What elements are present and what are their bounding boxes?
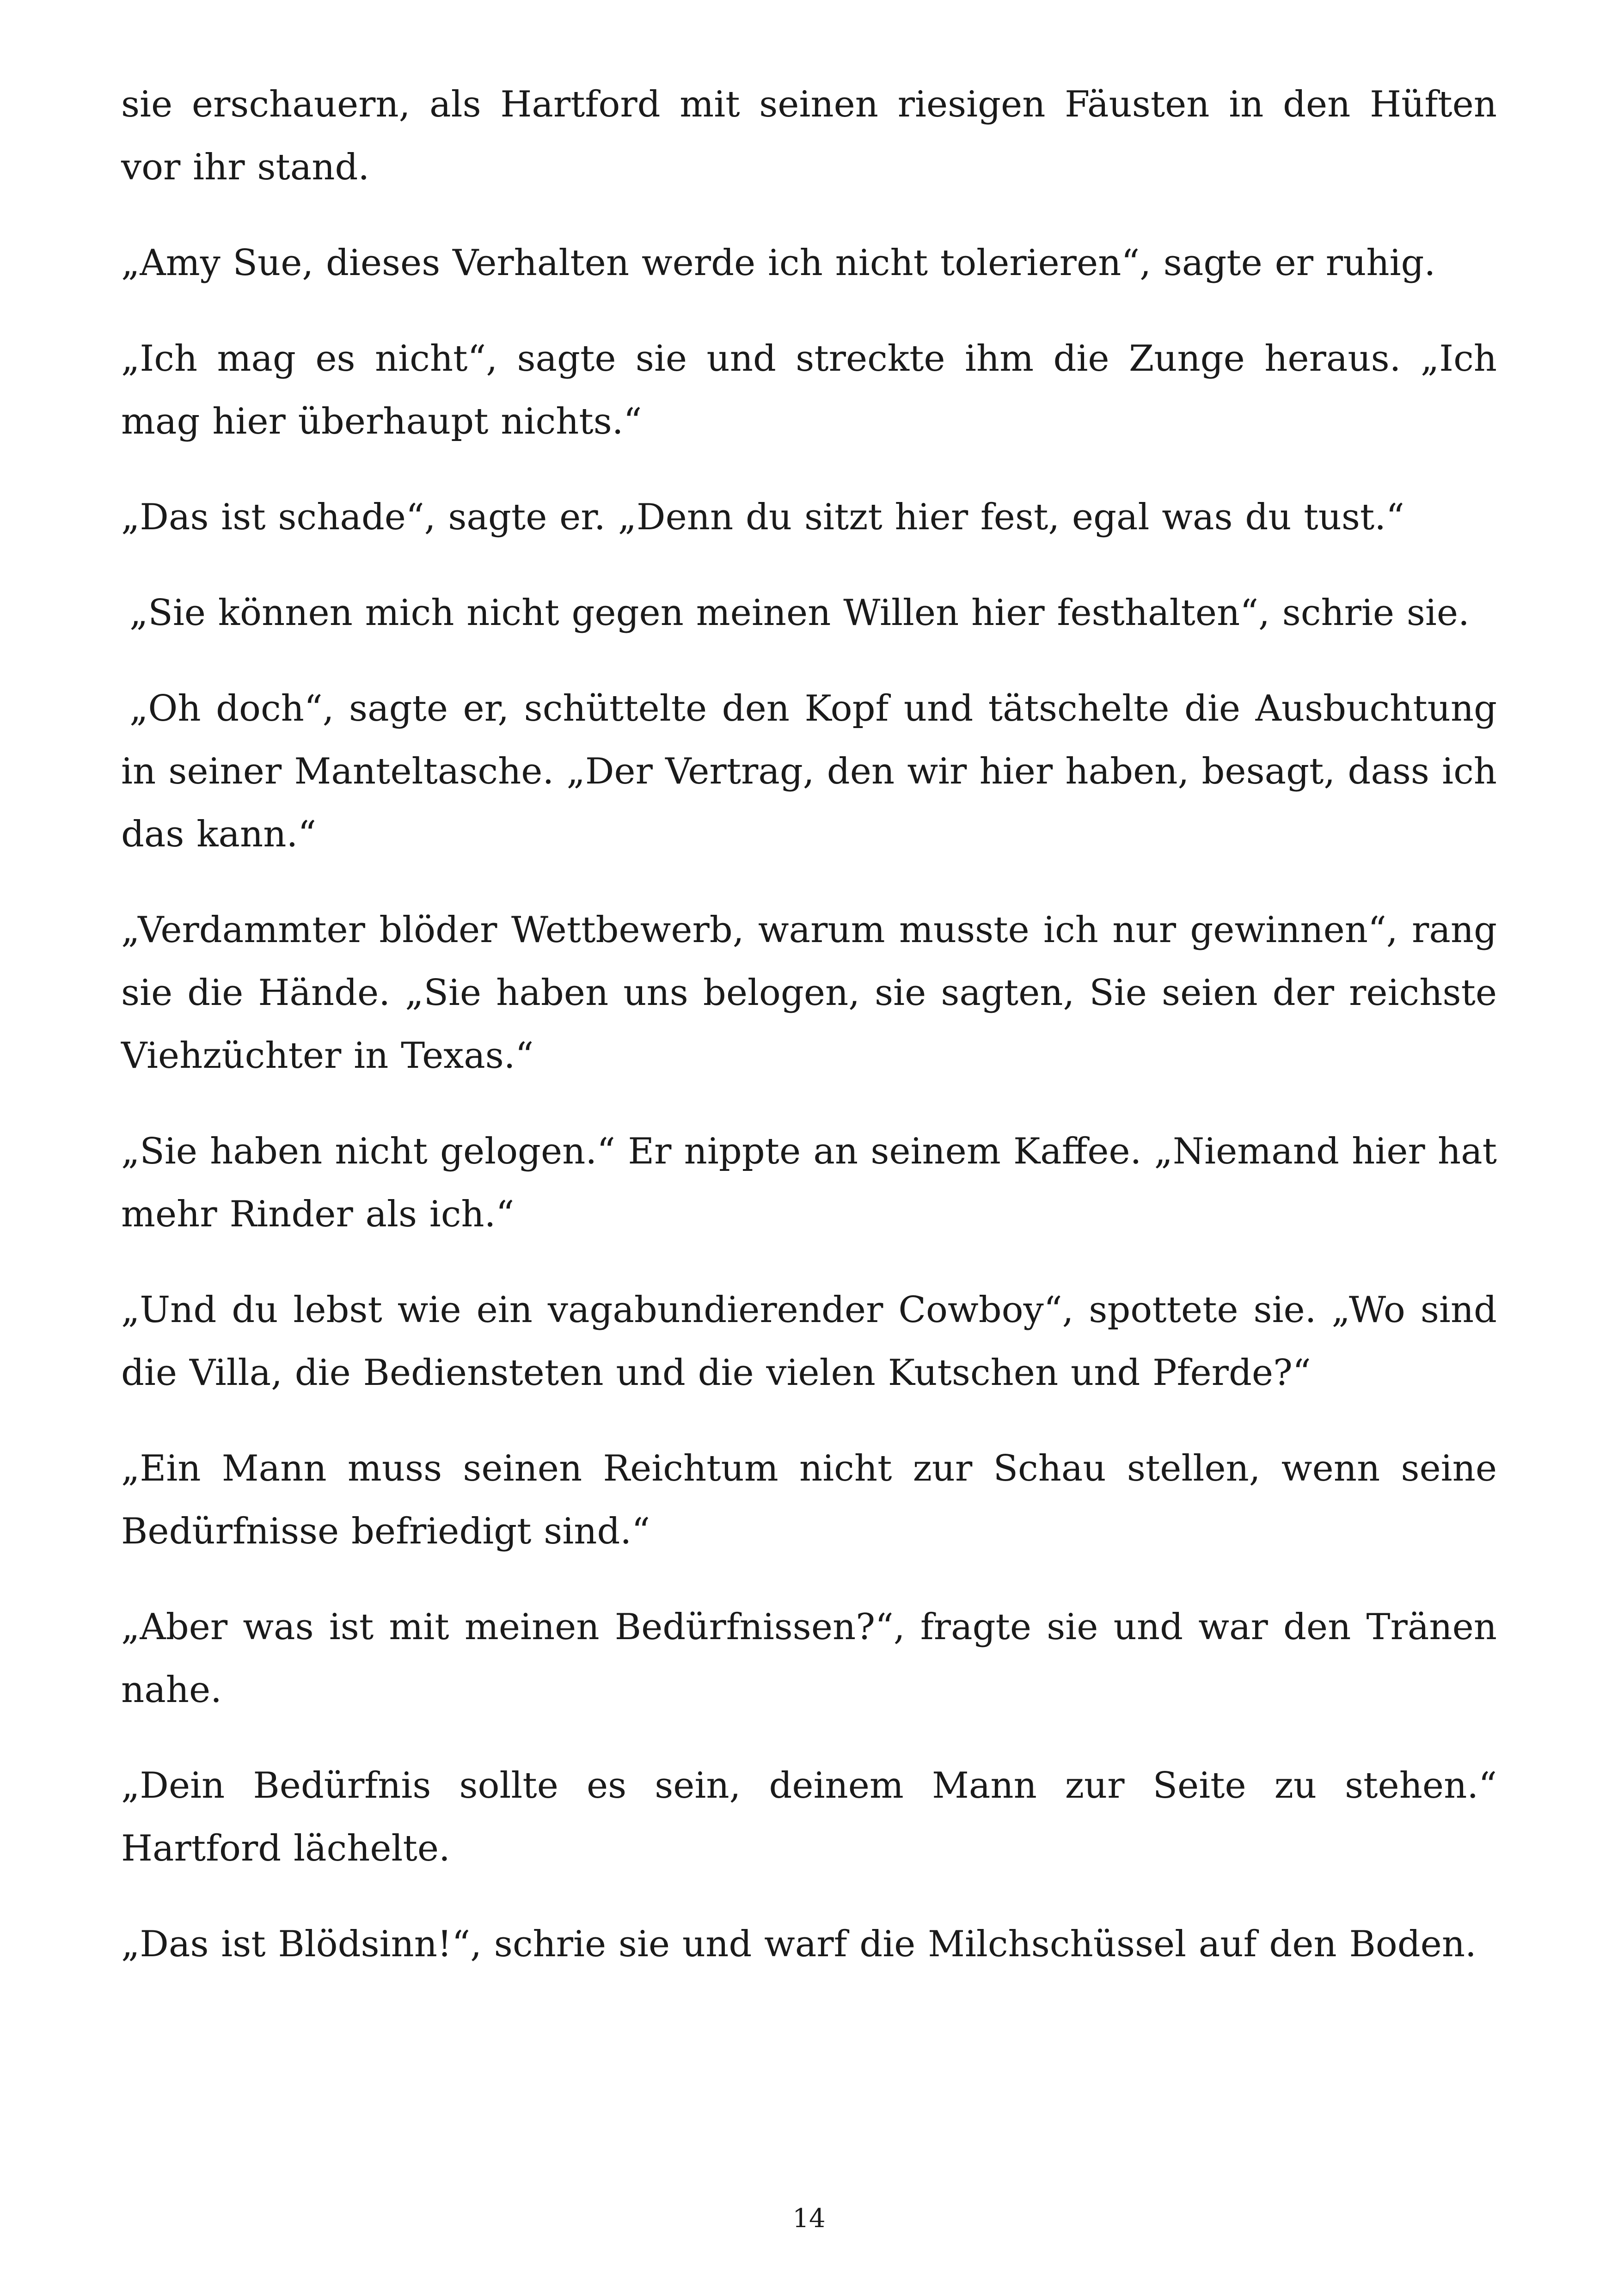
paragraph: „Und du lebst wie ein vagabundierender Cowboy“, spottete sie. „Wo sind die Villa, die Bediensteten und die vielen Kutschen und Pferde?“ — [121, 1289, 1497, 1394]
paragraph: „Das ist schade“, sagte er. „Denn du sitzt hier fest, egal was du tust.“ — [121, 496, 1404, 538]
paragraph: „Ein Mann muss seinen Reichtum nicht zur Schau stellen, wenn seine Bedürfnisse befriedigt sind.“ — [121, 1448, 1497, 1552]
paragraph: „Sie können mich nicht gegen meinen Willen hier festhalten“, schrie sie. — [129, 592, 1470, 634]
page-number: 14 — [792, 2204, 826, 2234]
page-body — [121, 73, 1497, 2008]
paragraph: „Oh doch“, sagte er, schüttelte den Kopf und tätschelte die Ausbuchtung in seiner Manteltasche. „Der Vertrag, den wir hier haben, besagt, dass ich das kann.“ — [121, 688, 1497, 855]
paragraph: „Amy Sue, dieses Verhalten werde ich nicht tolerieren“, sagte er ruhig. — [121, 242, 1436, 284]
paragraph: „Dein Bedürfnis sollte es sein, deinem Mann zur Seite zu stehen.“ Hartford lächelte. — [121, 1765, 1497, 1869]
paragraph: „Verdammter blöder Wettbewerb, warum musste ich nur gewinnen“, rang sie die Hände. „Sie haben uns belogen, sie sagten, Sie seien der reichste Viehzüchter in Texas.“ — [121, 909, 1497, 1077]
paragraph: „Sie haben nicht gelogen.“ Er nippte an seinem Kaffee. „Niemand hier hat mehr Rinder als ich.“ — [121, 1131, 1497, 1235]
paragraph: „Aber was ist mit meinen Bedürfnissen?“, fragte sie und war den Tränen nahe. — [121, 1606, 1497, 1711]
paragraph: „Ich mag es nicht“, sagte sie und streckte ihm die Zunge heraus. „Ich mag hier überhaupt nichts.“ — [121, 338, 1497, 442]
paragraph: „Das ist Blödsinn!“, schrie sie und warf die Milchschüssel auf den Boden. — [121, 1923, 1477, 1965]
paragraph: sie erschauern, als Hartford mit seinen riesigen Fäusten in den Hüften vor ihr stand. — [121, 84, 1497, 188]
